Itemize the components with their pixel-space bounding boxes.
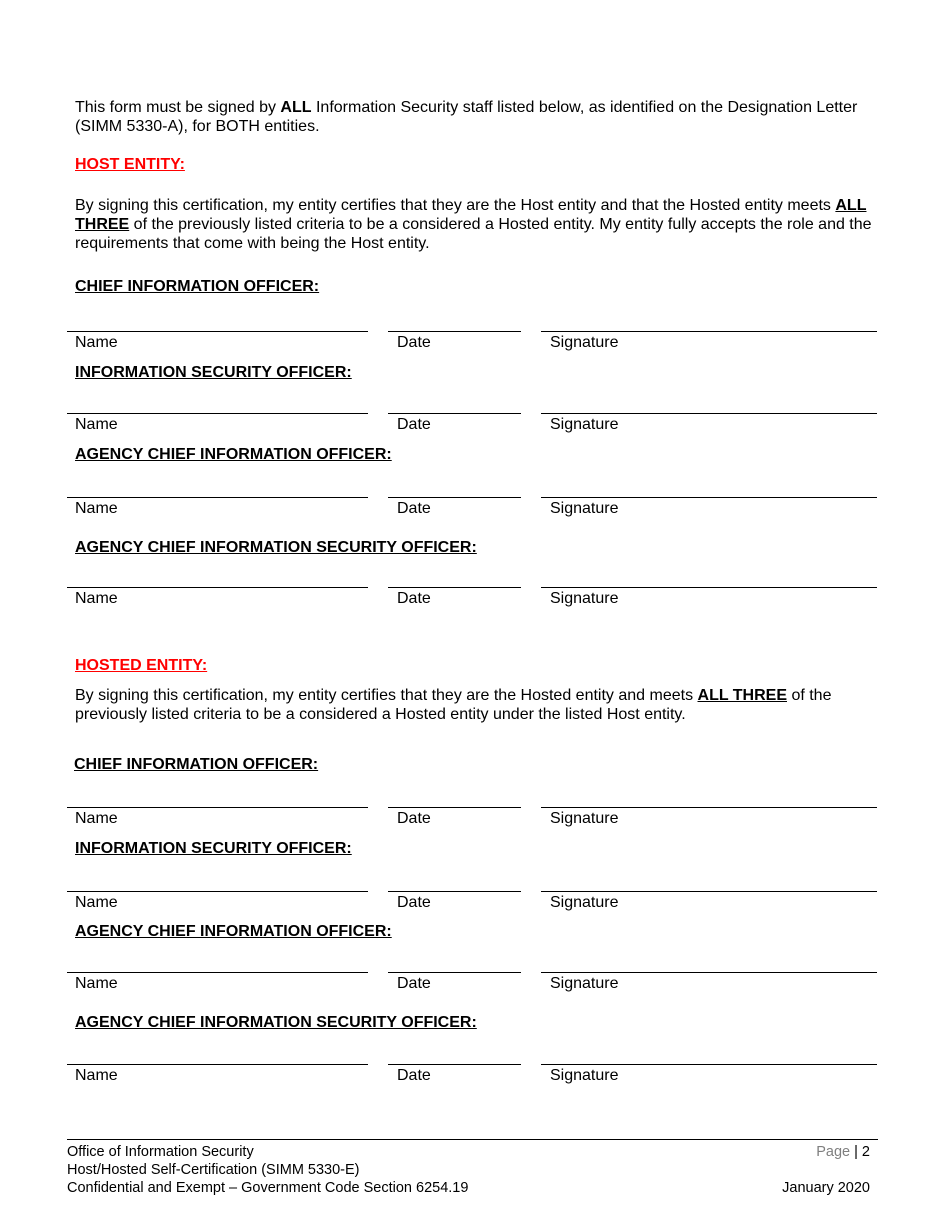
name-label: Name bbox=[75, 590, 118, 607]
date-label: Date bbox=[397, 416, 431, 433]
date-signature-line bbox=[388, 891, 521, 892]
signature-label: Signature bbox=[550, 500, 619, 517]
hosted-entity-heading: HOSTED ENTITY: bbox=[75, 657, 208, 674]
name-signature-line bbox=[67, 891, 368, 892]
footer-rule bbox=[67, 1139, 878, 1140]
date-signature-line bbox=[388, 972, 521, 973]
footer-form-title: Host/Hosted Self-Certification (SIMM 5330-E) bbox=[67, 1162, 360, 1178]
signature-line bbox=[541, 1064, 877, 1065]
signature-label: Signature bbox=[550, 334, 619, 351]
name-label: Name bbox=[75, 334, 118, 351]
signature-label: Signature bbox=[550, 894, 619, 911]
signature-line bbox=[541, 587, 877, 588]
signature-label: Signature bbox=[550, 416, 619, 433]
signature-line bbox=[541, 497, 877, 498]
date-label: Date bbox=[397, 975, 431, 992]
name-signature-line bbox=[67, 331, 368, 332]
signature-line bbox=[541, 331, 877, 332]
name-signature-line bbox=[67, 413, 368, 414]
date-signature-line bbox=[388, 1064, 521, 1065]
name-signature-line bbox=[67, 972, 368, 973]
hosted-role-agency-ciso-title: AGENCY CHIEF INFORMATION SECURITY OFFICER: bbox=[75, 1014, 477, 1031]
date-signature-line bbox=[388, 807, 521, 808]
name-signature-line bbox=[67, 587, 368, 588]
host-role-agency-ciso-title: AGENCY CHIEF INFORMATION SECURITY OFFICER: bbox=[75, 539, 477, 556]
signature-label: Signature bbox=[550, 810, 619, 827]
signature-line bbox=[541, 972, 877, 973]
name-label: Name bbox=[75, 810, 118, 827]
date-label: Date bbox=[397, 1067, 431, 1084]
date-signature-line bbox=[388, 331, 521, 332]
hosted-role-iso-title: INFORMATION SECURITY OFFICER: bbox=[75, 840, 352, 857]
date-label: Date bbox=[397, 500, 431, 517]
footer-confidential: Confidential and Exempt – Government Code Section 6254.19 bbox=[67, 1180, 469, 1196]
date-label: Date bbox=[397, 810, 431, 827]
footer-office: Office of Information Security bbox=[67, 1144, 254, 1160]
date-label: Date bbox=[397, 334, 431, 351]
hosted-role-agency-cio-title: AGENCY CHIEF INFORMATION OFFICER: bbox=[75, 923, 392, 940]
hosted-role-cio-title: CHIEF INFORMATION OFFICER: bbox=[74, 756, 319, 773]
date-signature-line bbox=[388, 587, 521, 588]
signature-line bbox=[541, 891, 877, 892]
host-role-cio-title: CHIEF INFORMATION OFFICER: bbox=[75, 278, 320, 295]
signature-label: Signature bbox=[550, 1067, 619, 1084]
host-entity-heading: HOST ENTITY: bbox=[75, 156, 185, 173]
date-label: Date bbox=[397, 894, 431, 911]
hosted-entity-paragraph: By signing this certification, my entity certifies that they are the Hosted entity and meets ALL THREE of the previously listed criteria to be a considered a Hosted entity under the listed Host entity. bbox=[75, 687, 832, 723]
name-signature-line bbox=[67, 497, 368, 498]
footer-date: January 2020 bbox=[782, 1180, 870, 1196]
name-signature-line bbox=[67, 807, 368, 808]
host-entity-paragraph: By signing this certification, my entity certifies that they are the Host entity and that the Hosted entity meets ALL THREE of the previously listed criteria to be a considered a Hosted entity. My entity fully accepts the role and the requirements that come with being the Host entity. bbox=[75, 197, 872, 252]
intro-paragraph: This form must be signed by ALL Information Security staff listed below, as identified on the Designation Letter (SIMM 5330-A), for BOTH entities. bbox=[75, 99, 858, 135]
name-label: Name bbox=[75, 416, 118, 433]
date-signature-line bbox=[388, 497, 521, 498]
footer-page-number: Page | 2 bbox=[816, 1144, 870, 1160]
name-label: Name bbox=[75, 500, 118, 517]
signature-label: Signature bbox=[550, 975, 619, 992]
name-signature-line bbox=[67, 1064, 368, 1065]
host-role-iso-title: INFORMATION SECURITY OFFICER: bbox=[75, 364, 352, 381]
host-role-agency-cio-title: AGENCY CHIEF INFORMATION OFFICER: bbox=[75, 446, 392, 463]
date-signature-line bbox=[388, 413, 521, 414]
name-label: Name bbox=[75, 894, 118, 911]
name-label: Name bbox=[75, 1067, 118, 1084]
signature-label: Signature bbox=[550, 590, 619, 607]
signature-line bbox=[541, 413, 877, 414]
date-label: Date bbox=[397, 590, 431, 607]
name-label: Name bbox=[75, 975, 118, 992]
signature-line bbox=[541, 807, 877, 808]
